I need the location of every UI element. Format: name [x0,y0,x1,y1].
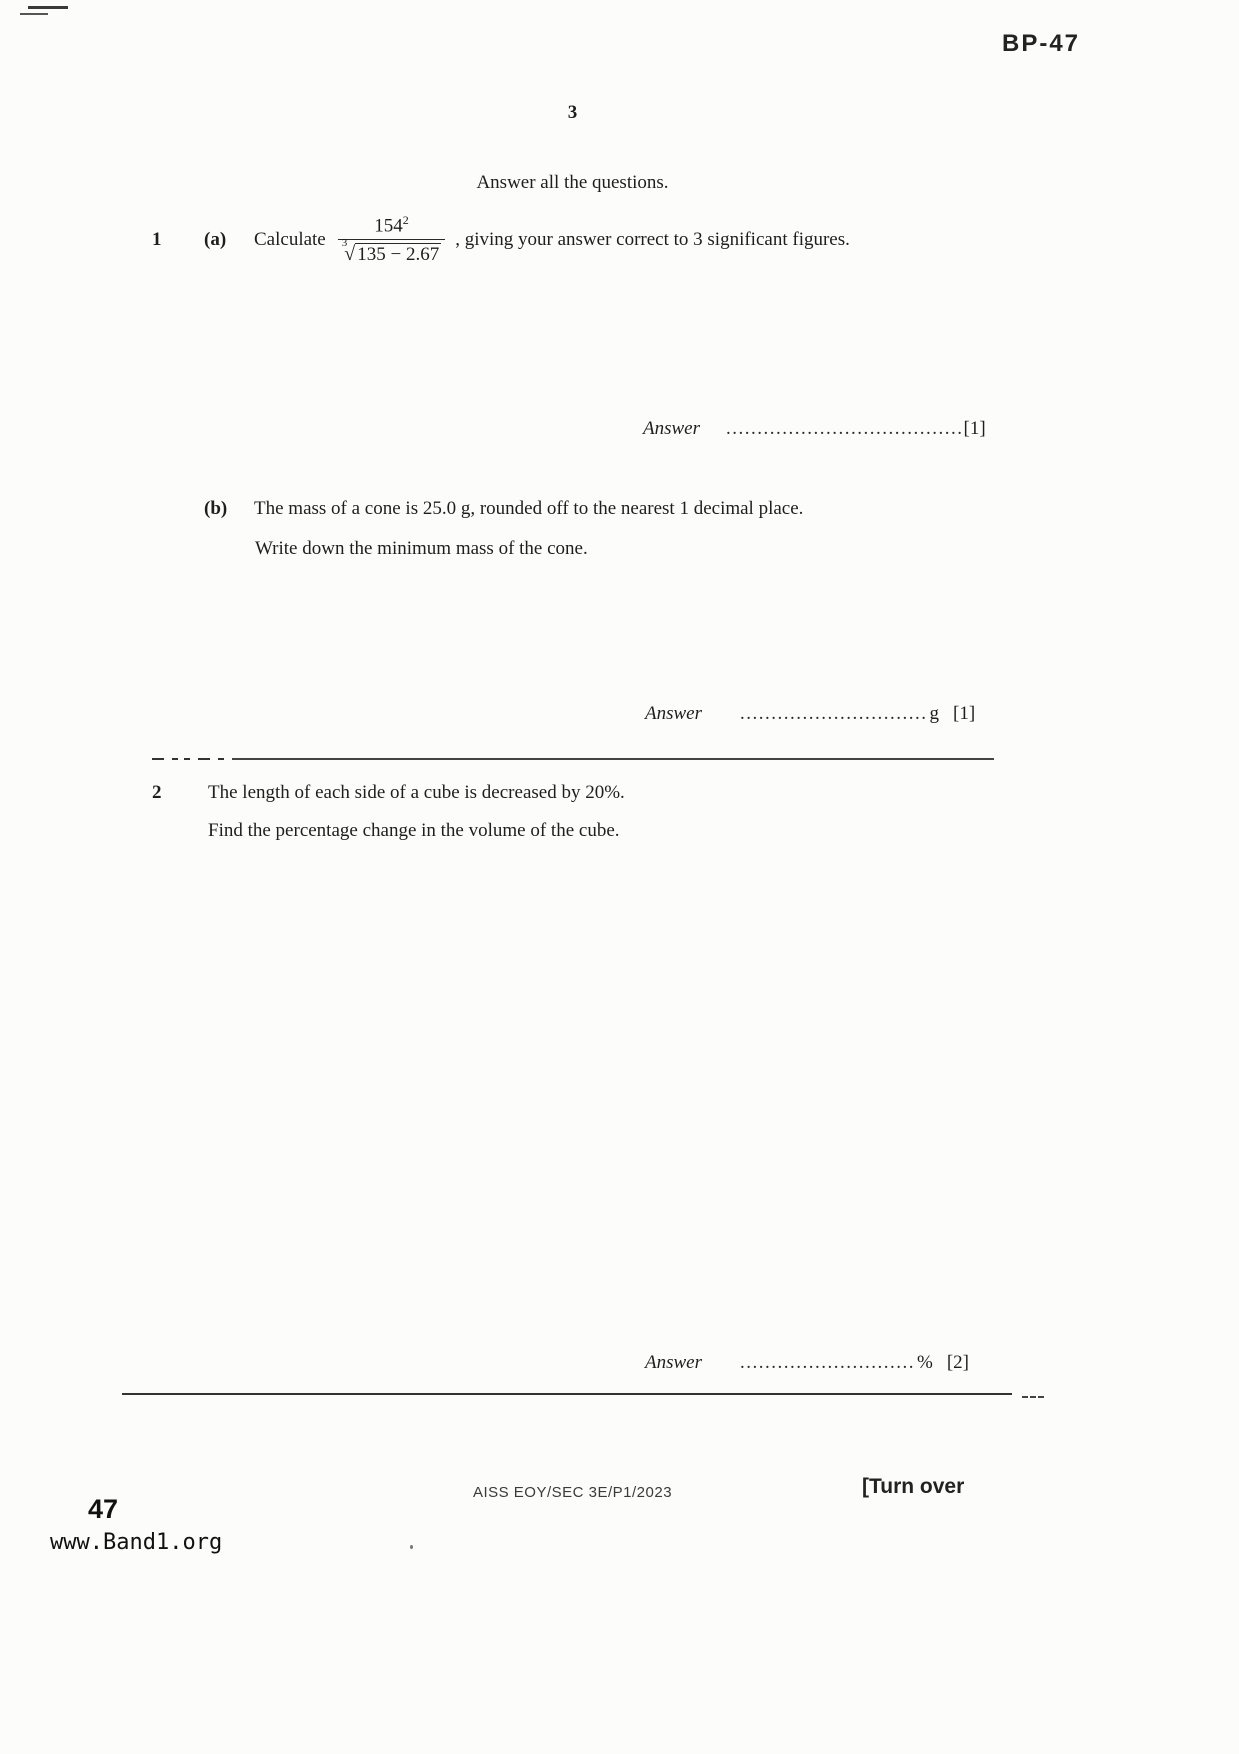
scan-artifact-dot [410,1545,413,1549]
exponent: 2 [402,213,409,227]
section-divider [152,758,994,761]
answer-line-1a [643,418,986,440]
fraction-expression [338,214,445,266]
question-text: The mass of a cone is 25.0 g, rounded off to the nearest 1 decimal place. [254,498,804,519]
question-2-row [152,782,625,804]
instruction-text: Answer all the questions. [476,172,669,193]
answer-line-2 [645,1352,969,1374]
radicand: 135 − 2.67 [357,244,440,266]
bottom-rule [122,1393,1012,1395]
answer-unit: % [917,1352,933,1373]
corner-page-number: 47 [88,1494,119,1524]
question-1b-row [204,498,803,520]
question-part-label: (b) [204,498,228,519]
scan-artifact-line [20,13,48,15]
marks-badge: [1] [953,703,976,724]
answer-dotted-line: ...................................... [726,418,964,439]
question-number: 1 [152,229,162,251]
answer-label: Answer [645,1352,702,1373]
answer-label: Answer [643,418,700,439]
marks-badge: [2] [946,1352,969,1373]
bottom-rule-dash [1022,1396,1044,1398]
bp-code: BP-47 [1002,30,1081,57]
turn-over-label: [Turn over [862,1475,965,1498]
question-text-before: Calculate [254,229,326,251]
question-text: The length of each side of a cube is decreased by 20%. [208,782,625,803]
question-part-label: (a) [204,229,227,251]
answer-label: Answer [645,703,702,724]
scan-artifact-line [28,6,68,9]
question-text: Find the percentage change in the volume of the cube. [208,820,620,841]
question-text-after: , giving your answer correct to 3 significant figures. [455,229,850,251]
answer-line-1b [645,703,975,725]
page-number: 3 [567,102,578,123]
answer-dotted-line: ............................ [740,1352,915,1373]
answer-dotted-line: .............................. [740,703,928,724]
fraction-numerator: $154^2$ [374,213,409,237]
question-text: Write down the minimum mass of the cone. [255,538,588,559]
question-1a-row [152,214,850,266]
document-code: AISS EOY/SEC 3E/P1/2023 [472,1484,673,1501]
root-index: 3 [341,236,348,249]
marks-badge: [1] [963,418,986,439]
radical-sign: √ [344,243,356,266]
site-watermark: www.Band1.org [50,1530,223,1555]
answer-unit: g [929,703,939,724]
fraction-denominator [338,236,445,266]
question-number: 2 [152,782,162,803]
